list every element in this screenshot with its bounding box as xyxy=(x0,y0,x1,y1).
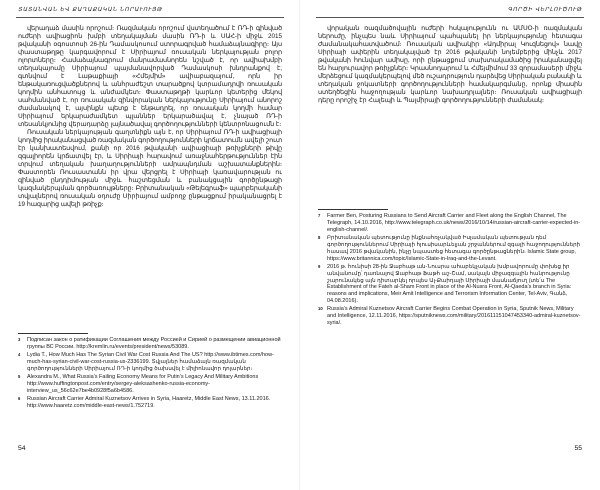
left-body-text xyxy=(18,25,282,325)
footnote-text: Russian Aircraft Carrier Admiral Kuznetsov Arrives in Syria, Haaretz, Middle East News, 13.11.2016. http://www.haaretz.com/middle-east-news/1.752719. xyxy=(27,395,271,409)
paragraph: վորական ռազմածովային ուժերի հսկայությունն ու ԱՄՍՕ-ի ռազմական ներուժը, ինչպես նաև Սիրիայում պահպանել իր ներկայությունը հետագա ժամանակահատվածում։ Ռուսական ավիակիր «Ադմիրալ Կուզնեցով» նավը Սիրիայի ափերին տեղակայված էր 2016 թվականի նոյեմբերից մինչև 2017 թվականի հունվար ամիսը, որի ընթացքում տախտակամածից իրականացվել են հարյուրավոր թռիչքներ։ Կրասնոդարում և Հմեյմիմում 33 զորամասերի միջև մերձեցում կազմակերպելով մեծ ուշադրություն դարձվեց Սիրիական բանակի և տեղական ջոկատների գործողությունների համակարգմանը, որոնք միասին ստեղծեցին հաջողության կարևոր նախադրյալներ։ Ռուսական ավիացիայի դերը որոշիչ էր Հալեպի և Պալմիրայի գործողությունների ժամանակ։ xyxy=(318,25,582,104)
footnote-number: 6 xyxy=(18,395,21,401)
footnote xyxy=(318,264,582,305)
footnote-text: Alexandra M., What Russia’s Failing Economy Means for Putin’s Legacy And Military Ambitions http://www.huffingtonpost.com/entry/sergey-aleksashenko-russia-economy-interview_us_56c62e7be4b0928f5a6b4586. xyxy=(27,373,259,394)
right-body-text xyxy=(318,25,582,205)
footnote xyxy=(318,306,582,327)
footnote-text: Բրիտանական պետությունը ինքնահռչակված Իսլամական պետության դեմ գործողություններում Սիրիայի հյուսիսարևելյան շրջաններում զգալի հաջողությունների հասավ 2016 թվականին, ինչը նպաստեց հետագա գործընթացներին։ Islamic State group, https://www.britannica.com/topic/Islamic-State-in-Iraq-and-the-Levant. xyxy=(327,234,581,262)
footnote xyxy=(318,213,582,234)
footnote-rule xyxy=(318,209,388,210)
footnote-rule xyxy=(18,333,88,334)
footnote-text: Подписан закон о ратификации Соглашения между Россией и Сирией о размещении авиационной группы ВС России. http://kremlin.ru/events/president/news/53089. xyxy=(27,337,281,350)
footnote xyxy=(18,396,282,410)
paragraph: վերադաձ մասին որոշում։ Ռազմական որոշում վստեղածում է ՌԴ-ի գինված ուժերի ավիացիոն խմբի տեղակայման մասին ՌԴ-ի և ՍԱՀ-ի միջև 2015 թվականի օգոստոսի 26-ին Դամասկոսում ստորագրված համաձայնագիրը։ Այս փաստաթղթը կարգավորում է Սիրիայում ռուսական ներկայության բոլոր ոլորտները։ Համաձայնագրում մանրամասնորեն նշված է, որ ավիախմբի տեղակայումը Սիրիայում պայմանավորված Դամասկոսի խնդրանքով է, գտնվում է Լաթաքիայի «Հմեյմիմ» ավիաբազայում, որն իր ենթակառուցվածքներով և անհրաժեշտ տարածքով կտրամադրվի ռուսական կողմին անհատույց և անժամկետ։ Փաստաթղթի կարևոր կետերից մեկով սահմանված է, որ ռուսական զինվորական ներկայությունը Սիրիայում անորոշ ժամանակով է, այսինքն պետք է ենթադրել, որ ռուսական կողմի համար Սիրիայում երկարաժամկետ պլաններ երկարածավալ է, չնայած ՌԴ-ի տեսանկյունից վերադարձը լայնածավալ գործողությունների կենտրոնացումն է։ xyxy=(18,25,282,128)
footnote-text: 2016 թ. հունիսի 28-ին Ջաբհաթ ան-Նուսրա ահաբեկչական խմբավորումը փոխեց իր անվանումը՝ դառնալով Ջաբհաթ Ֆաթհ աշ-Շամ, սակայն միջազգային հանրությունը շարունակեց այն դիտարկել որպես Ալ-Քաիդայի Սիրիայի մասնաճյուղ (տե՛ս The Establishment of the Fateh al-Sham Front in place of the Al-Nusra Front, Al-Qaeda’s branch in Syria: reasons and implications, Meir Amit Intelligence and Terrorism Information Center, Tel-Aviv, Գանձ, 04.08.2016). xyxy=(327,263,572,305)
header-rule xyxy=(316,17,584,18)
footnote-number: 8 xyxy=(318,234,321,240)
page-number: 54 xyxy=(18,445,26,452)
footnote xyxy=(18,352,282,373)
footnote-text: Russia’s Admiral Kuznetsov Aircraft Carrier Begins Combat Operation in Syria, Sputnik News, Military and Intelligence, 12.11.2016, https://sputniknews.com/military/201611151047453340-admiral-kuznetsov-syria/. xyxy=(327,306,581,327)
footnote-text: Farmer Ben, Posturing Russians to Send Aircraft Carrier and Fleet along the English Channel, The Telegraph, 14.10.2016, http://www.telegraph.co.uk/news/2016/10/14/russian-aircraft-carrier-expected-in-english-channel/. xyxy=(327,213,581,233)
left-footnotes xyxy=(18,337,282,437)
footnote-number: 4 xyxy=(18,352,21,357)
right-running-head: ԳՈՐԾԻ ՎԵՐԼՈՒԾՈՒԹ xyxy=(507,7,582,13)
paragraph: Ռուսական ներկայության գաղտնիքն այն է, որ Սիրիայում ՌԴ-ի ավիացիայի կողմից իրականացված ռազմական գործողությունների կրճատումն ավելի շուտ էր կանխատեսվում, քանի որ 2016 թվականի ավիացիայի թռիչքների թիվը զգալիորեն կրճատվել էր, և Սիրիայի հարավում առաջնահերթություններ էին տրվում տեղական խաղաղությունների ամրապնդման աշխատանքներին։ Փաստորեն Ռուսաստանն իր վրա վերցրել է Սիրիայի կառավարության ու զինված ընդդիմության միջև հաշտեցման և բանակցային գործընթացի կազմակերպման գործառույթները։ Բրիտանական «Թելեգրաֆ» պարբերականի տվյալներով ռուսական օդուժը Սիրիայում ամբողջ ընթացքում իրականացրել է 19 հազարից ավելի թռիչք։ xyxy=(18,129,282,208)
footnote-number: 9 xyxy=(318,263,321,269)
footnote xyxy=(18,374,282,395)
footnote-number: 5 xyxy=(18,373,21,379)
header-rule xyxy=(16,17,284,18)
right-page xyxy=(300,0,600,490)
left-running-head: ՏԱՏԱՆՎԱՆ ԵՎ ՔԱՂԱՔԱԿԱՆ ՆՈՐԱՒՈՒՅԹ xyxy=(18,7,163,13)
page-number: 55 xyxy=(574,445,582,452)
footnote-number: 3 xyxy=(18,337,21,342)
left-page-header xyxy=(0,7,300,21)
right-page-header xyxy=(300,7,600,21)
right-footnotes xyxy=(318,213,582,437)
footnote xyxy=(18,337,282,351)
footnote-number: 7 xyxy=(318,213,321,218)
footnote-text: Lydia T., How Much Has The Syrian Civil War Cost Russia And The US? http://www.ibtimes.com/how-much-has-syrian-civil-war-cost-russia-us-2336199. Տվյալներ համաձայն ռազմական գործողությունների Սիրիայում ՌԴ-ի կողմից ծախսվել է միլիոնավոր դոլարներ։ xyxy=(27,352,274,372)
footnote-number: 10 xyxy=(318,306,323,312)
footnote xyxy=(318,235,582,263)
